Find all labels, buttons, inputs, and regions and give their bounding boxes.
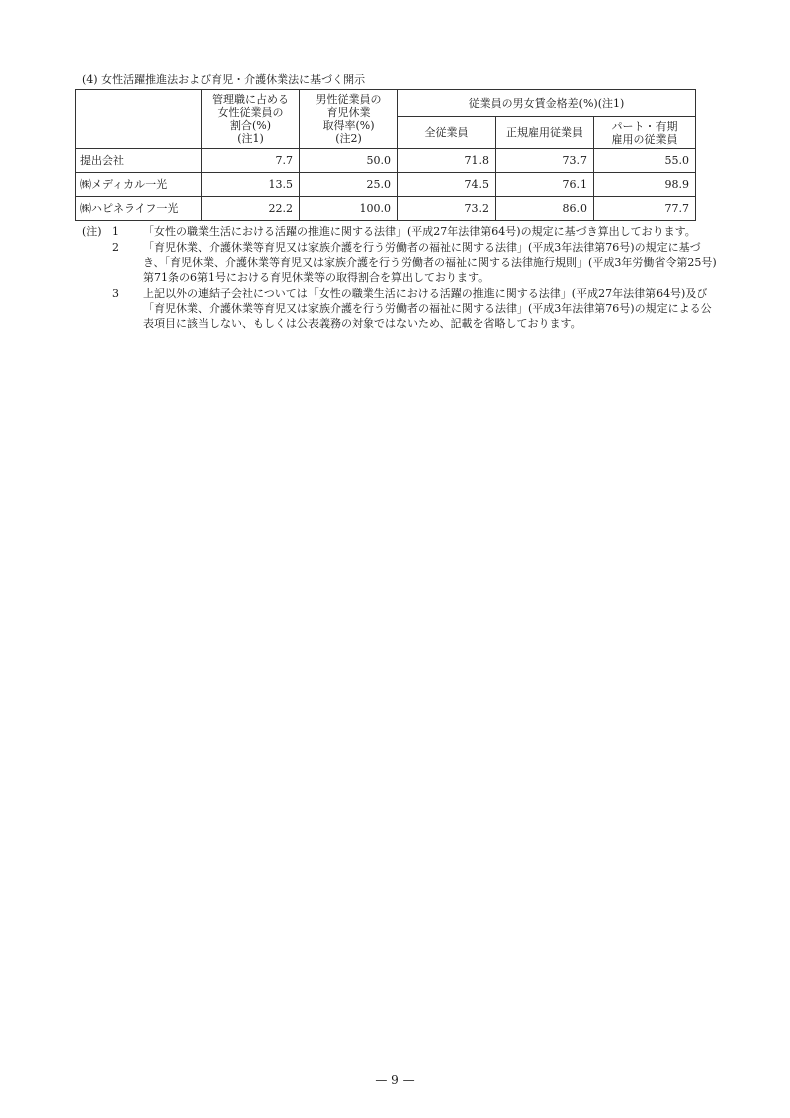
wage-regular-value: 86.0 [496,197,594,221]
table-row [76,173,696,197]
wage-part-value: 98.9 [594,173,696,197]
note-item [82,286,722,331]
company-name: 提出会社 [76,149,202,173]
header-wage-gap: 従業員の男女賃金格差(%)(注1) [398,90,696,117]
leave-rate-value: 50.0 [300,149,398,173]
note-number: 2 [112,241,119,254]
note-item [82,240,722,285]
notes-section [82,224,722,332]
mgmt-ratio-value: 7.7 [202,149,300,173]
wage-part-value: 55.0 [594,149,696,173]
header-all-employees: 全従業員 [398,117,496,149]
leave-rate-value: 100.0 [300,197,398,221]
header-mgmt-ratio: 管理職に占める 女性従業員の 割合(%) (注1) [202,90,300,149]
note-text: 上記以外の連結子会社については「女性の職業生活における活躍の推進に関する法律」(平成27年法律第64号)及び「育児休業、介護休業等育児又は家族介護を行う労働者の福祉に関する法律」(平成3年法律第76号)の規定による公表項目に該当しない、もしくは公表義務の対象ではないため、記載を省略しております。 [143,287,712,330]
note-text: 「女性の職業生活における活躍の推進に関する法律」(平成27年法律第64号)の規定に基づき算出しております。 [143,225,696,238]
note-number: 3 [112,287,119,300]
company-name: ㈱ハピネライフ一光 [76,197,202,221]
wage-all-value: 71.8 [398,149,496,173]
leave-rate-value: 25.0 [300,173,398,197]
wage-all-value: 73.2 [398,197,496,221]
note-number: 1 [112,225,119,238]
wage-regular-value: 76.1 [496,173,594,197]
page-number: — 9 — [375,1073,415,1087]
table-row [76,197,696,221]
note-item [82,224,722,239]
mgmt-ratio-value: 22.2 [202,197,300,221]
wage-regular-value: 73.7 [496,149,594,173]
section-title: (4) 女性活躍推進法および育児・介護休業法に基づく開示 [82,73,366,86]
header-corner [76,90,202,149]
table-row [76,149,696,173]
header-part-employees: パート・有期 雇用の従業員 [594,117,696,149]
disclosure-table [75,89,696,221]
company-name: ㈱メディカル一光 [76,173,202,197]
wage-all-value: 74.5 [398,173,496,197]
wage-part-value: 77.7 [594,197,696,221]
note-text: 「育児休業、介護休業等育児又は家族介護を行う労働者の福祉に関する法律」(平成3年法律第76号)の規定に基づき、「育児休業、介護休業等育児又は家族介護を行う労働者の福祉に関する法律施行規則」(平成3年労働省令第25号)第71条の6第1号における育児休業等の取得割合を算出しております。 [143,241,717,284]
header-regular-employees: 正規雇用従業員 [496,117,594,149]
mgmt-ratio-value: 13.5 [202,173,300,197]
header-leave-rate: 男性従業員の 育児休業 取得率(%) (注2) [300,90,398,149]
notes-prefix: (注) [82,225,102,238]
